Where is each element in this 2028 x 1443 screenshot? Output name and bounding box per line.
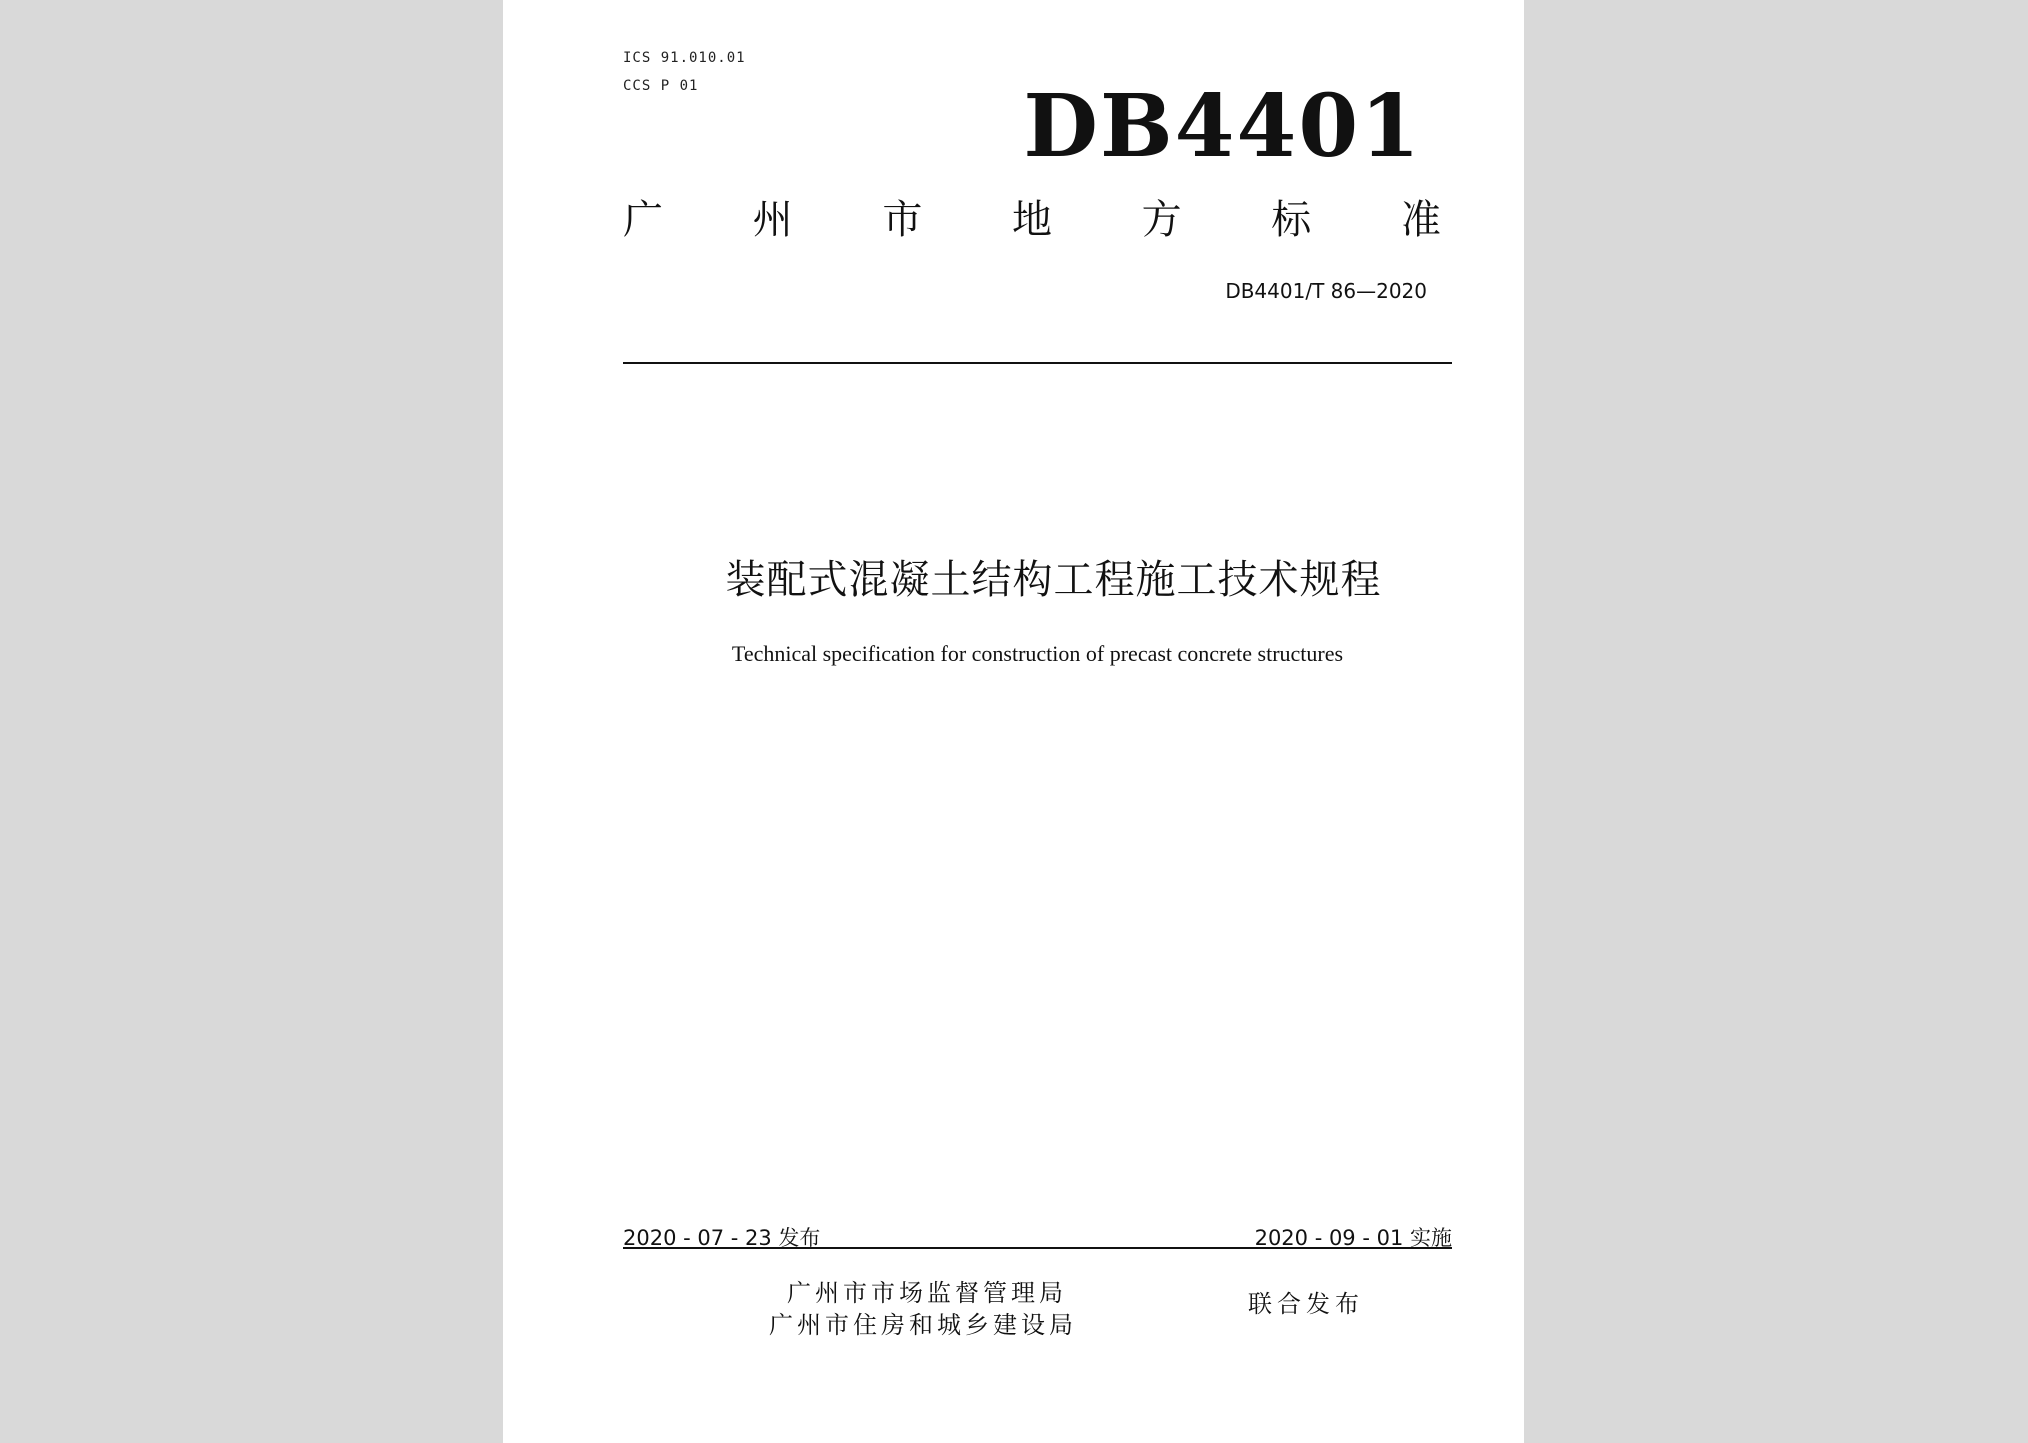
issuer-housing-bureau: 广州市住房和城乡建设局 <box>769 1311 1077 1339</box>
implement-date: 2020 - 09 - 01 实施 <box>1254 1226 1452 1250</box>
bottom-divider <box>623 1247 1452 1249</box>
standard-type-title <box>623 197 1441 243</box>
top-divider <box>623 362 1452 364</box>
standard-type-char: 市 <box>882 197 923 243</box>
standard-type-char: 广 <box>623 197 663 243</box>
document-page <box>503 0 1524 1443</box>
standard-type-char: 州 <box>752 197 793 243</box>
joint-release-label: 联合发布 <box>1248 1290 1364 1318</box>
standard-number: DB4401/T 86—2020 <box>1225 279 1427 303</box>
db-code: DB4401 <box>1023 76 1422 177</box>
standard-type-char: 地 <box>1011 197 1052 243</box>
issuer-market-bureau: 广州市市场监督管理局 <box>787 1279 1067 1307</box>
standard-type-char: 标 <box>1271 197 1312 243</box>
release-date: 2020 - 07 - 23 发布 <box>623 1226 821 1250</box>
document-title-en: Technical specification for construction of precast concrete structures <box>731 641 1344 666</box>
document-title-cn: 装配式混凝土结构工程施工技术规程 <box>725 557 1382 603</box>
ics-code: ICS 91.010.01 <box>623 50 746 66</box>
standard-type-char: 准 <box>1400 197 1441 243</box>
ccs-code: CCS P 01 <box>623 78 699 94</box>
standard-type-char: 方 <box>1141 197 1182 243</box>
